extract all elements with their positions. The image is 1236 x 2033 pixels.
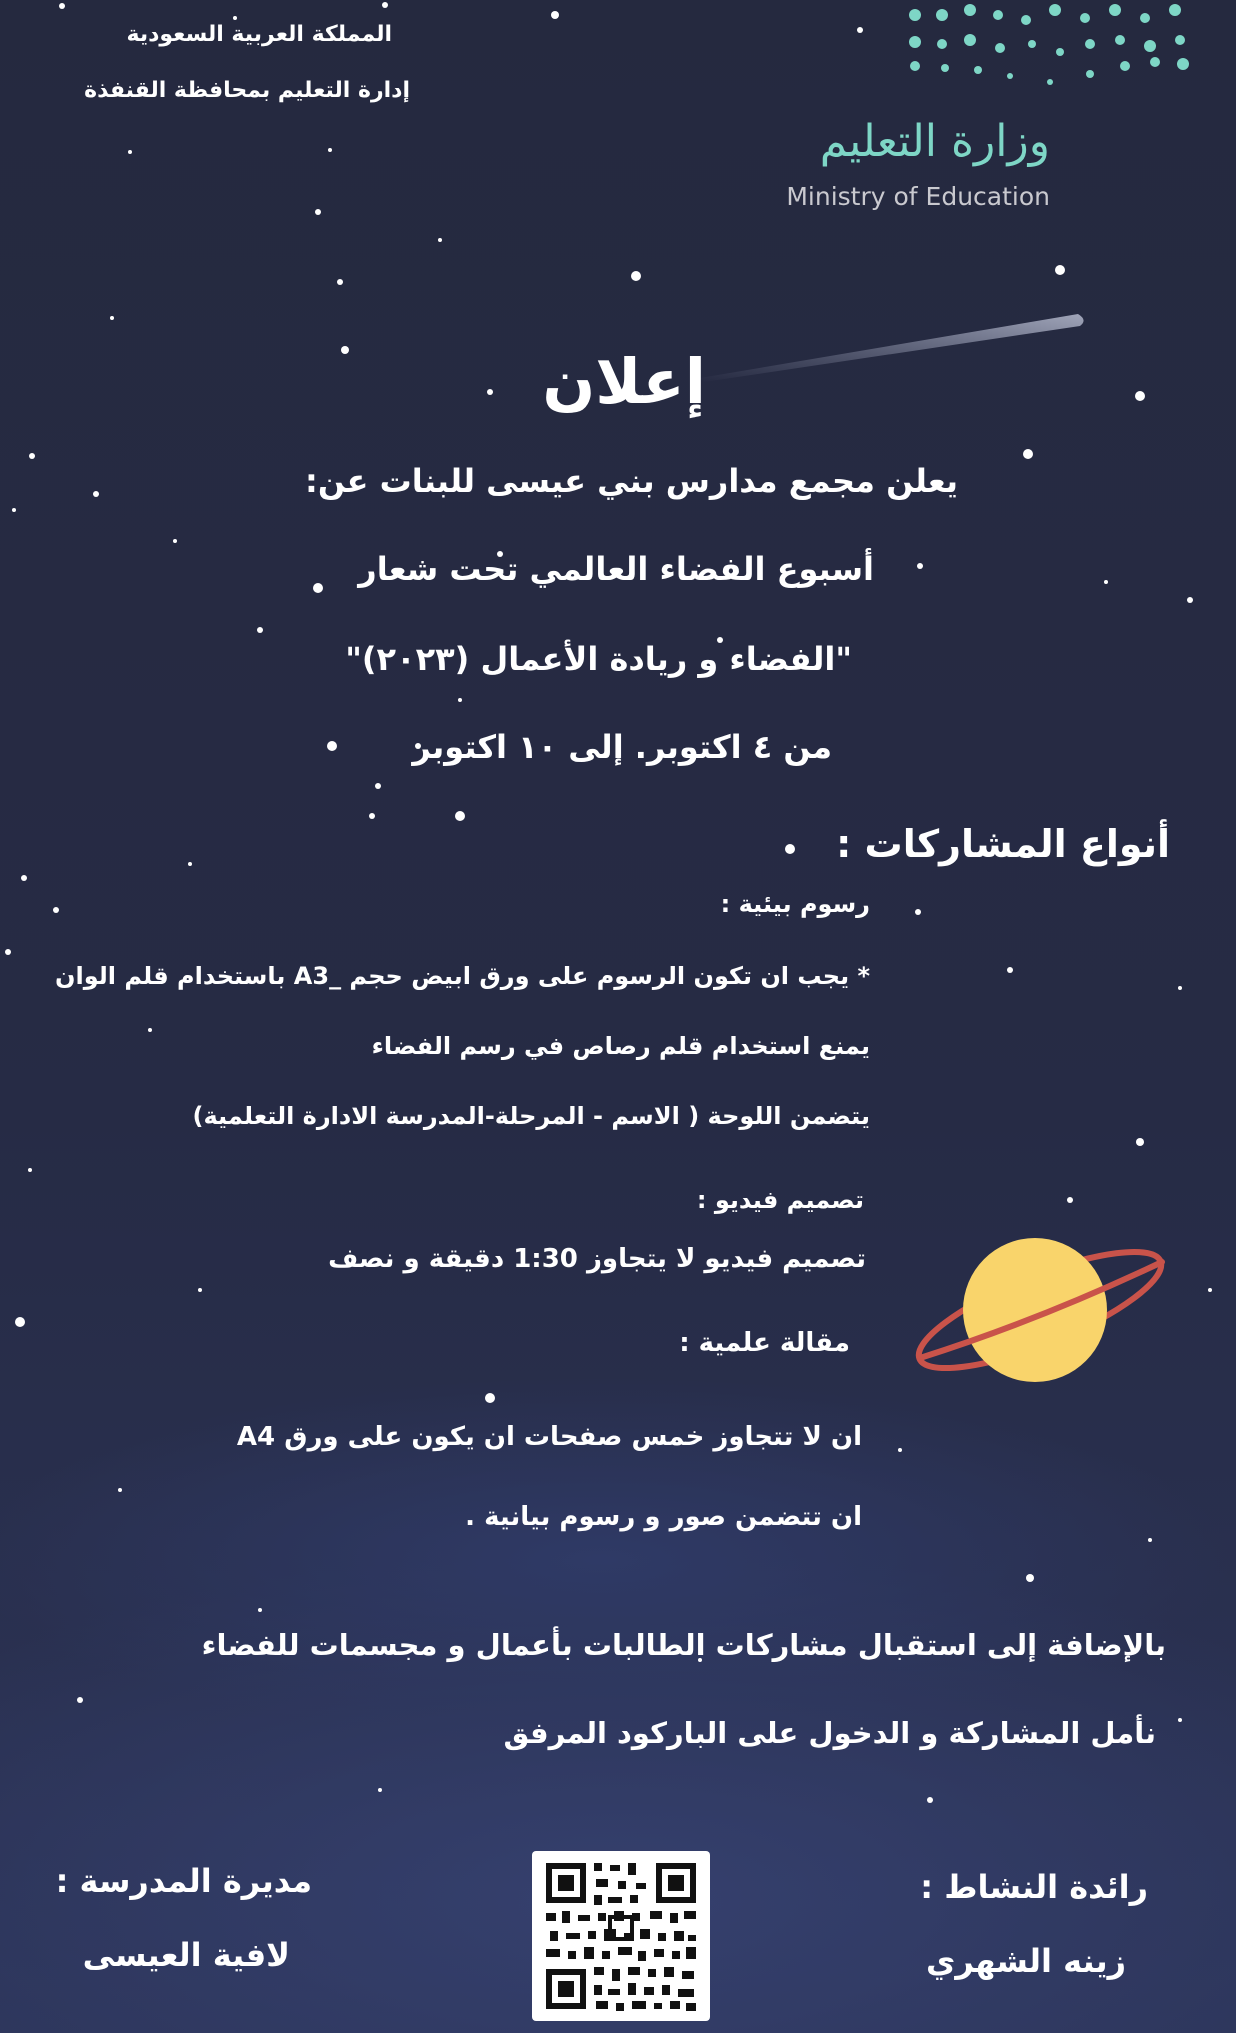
principal-title: مديرة المدرسة : (55, 1862, 312, 1900)
drawings-line: * يجب ان تكون الرسوم على ورق ابيض حجم _A3 باستخدام قلم الوان (54, 962, 870, 990)
activity-leader-name: زينه الشهري (926, 1942, 1126, 1980)
header-country: المملكة العربية السعودية (126, 22, 392, 47)
article-line: ان تتضمن صور و رسوم بيانية . (465, 1502, 862, 1532)
ministry-logo-arabic: وزارة التعليم (819, 116, 1050, 167)
header-department: إدارة التعليم بمحافظة القنفذة (84, 78, 410, 103)
ringed-planet-icon (900, 1210, 1180, 1410)
announcement-title: إعلان (542, 345, 706, 418)
article-line: ان لا تتجاوز خمس صفحات ان يكون على ورق A4 (236, 1422, 862, 1452)
participation-heading: أنواع المشاركات : (836, 822, 1170, 866)
video-label: تصميم فيديو : (696, 1186, 864, 1214)
drawings-line: يتضمن اللوحة ( الاسم - المرحلة-المدرسة الادارة التعلمية) (192, 1102, 870, 1130)
announcement-dates: من ٤ اكتوبر. إلى ١٠ اكتوبر (412, 728, 832, 766)
announcement-slogan: "الفضاء و ريادة الأعمال (٢٠٢٣)" (345, 640, 852, 678)
video-line: تصميم فيديو لا يتجاوز 1:30 دقيقة و نصف (328, 1244, 866, 1274)
principal-name: لافية العيسى (82, 1936, 290, 1974)
activity-leader-title: رائدة النشاط : (920, 1868, 1148, 1906)
announcement-event: أسبوع الفضاء العالمي تحت شعار (358, 550, 874, 588)
announcement-intro: يعلن مجمع مدارس بني عيسى للبنات عن: (305, 462, 958, 500)
closing-line1: بالإضافة إلى استقبال مشاركات الطالبات بأعمال و مجسمات للفضاء (201, 1628, 1166, 1662)
ministry-logo-dots-icon (900, 0, 1200, 95)
article-label: مقالة علمية : (679, 1328, 850, 1358)
closing-line2: نأمل المشاركة و الدخول على الباركود المرفق (503, 1716, 1156, 1750)
ministry-logo-english: Ministry of Education (786, 182, 1050, 211)
drawings-line: يمنع استخدام قلم رصاص في رسم الفضاء (371, 1032, 870, 1060)
comet-icon (690, 300, 1090, 390)
qr-code-icon[interactable] (532, 1851, 710, 2021)
drawings-label: رسوم بيئية : (720, 890, 870, 918)
qr-code-graphic (532, 1851, 710, 2021)
